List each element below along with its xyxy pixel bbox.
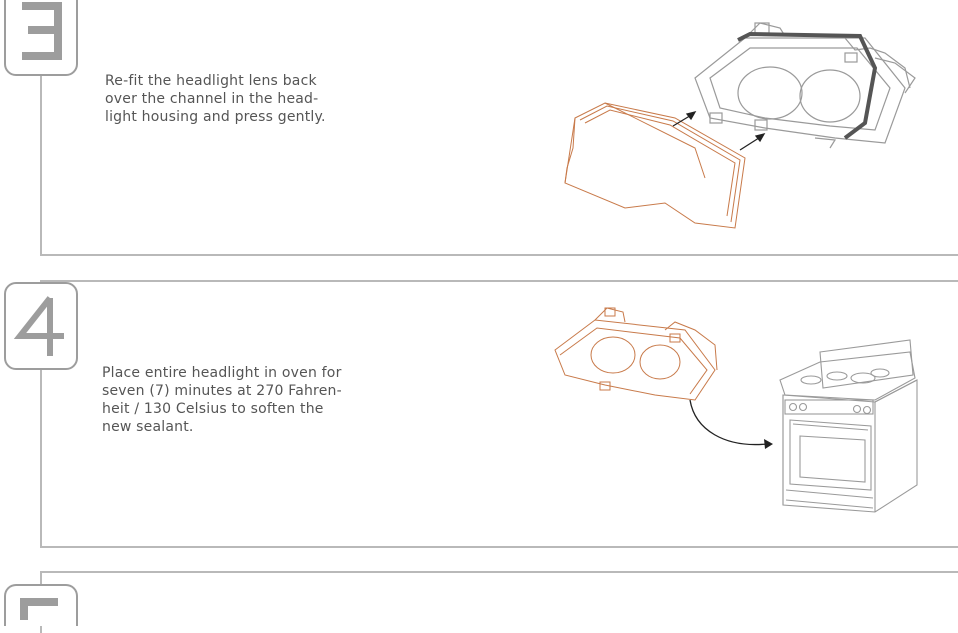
step-4-badge <box>4 282 78 370</box>
step-5-panel <box>40 571 958 633</box>
oven-scene-illustration <box>545 300 945 550</box>
step-3-text: Re-fit the headlight lens back over the channel in the head- light housing and press gently. <box>105 73 326 125</box>
step-4-text: Place entire headlight in oven for seven (7) minutes at 270 Fahren- heit / 130 Celsius to soften the new sealant. <box>102 365 342 435</box>
headlight-housing-illustration <box>695 23 915 148</box>
curved-arrow-icon <box>690 400 767 445</box>
headlight-assembly-illustration <box>545 8 945 248</box>
headlight-lens-illustration <box>565 103 745 228</box>
curved-arrow-head <box>764 439 773 449</box>
step-number-5-icon <box>6 586 76 626</box>
step-number-3-icon <box>6 0 76 74</box>
step-number-4-icon <box>6 284 76 368</box>
oven-illustration <box>780 340 917 512</box>
step-3-badge <box>4 0 78 76</box>
headlight-unit-illustration <box>555 308 717 400</box>
step-5-badge <box>4 584 78 626</box>
